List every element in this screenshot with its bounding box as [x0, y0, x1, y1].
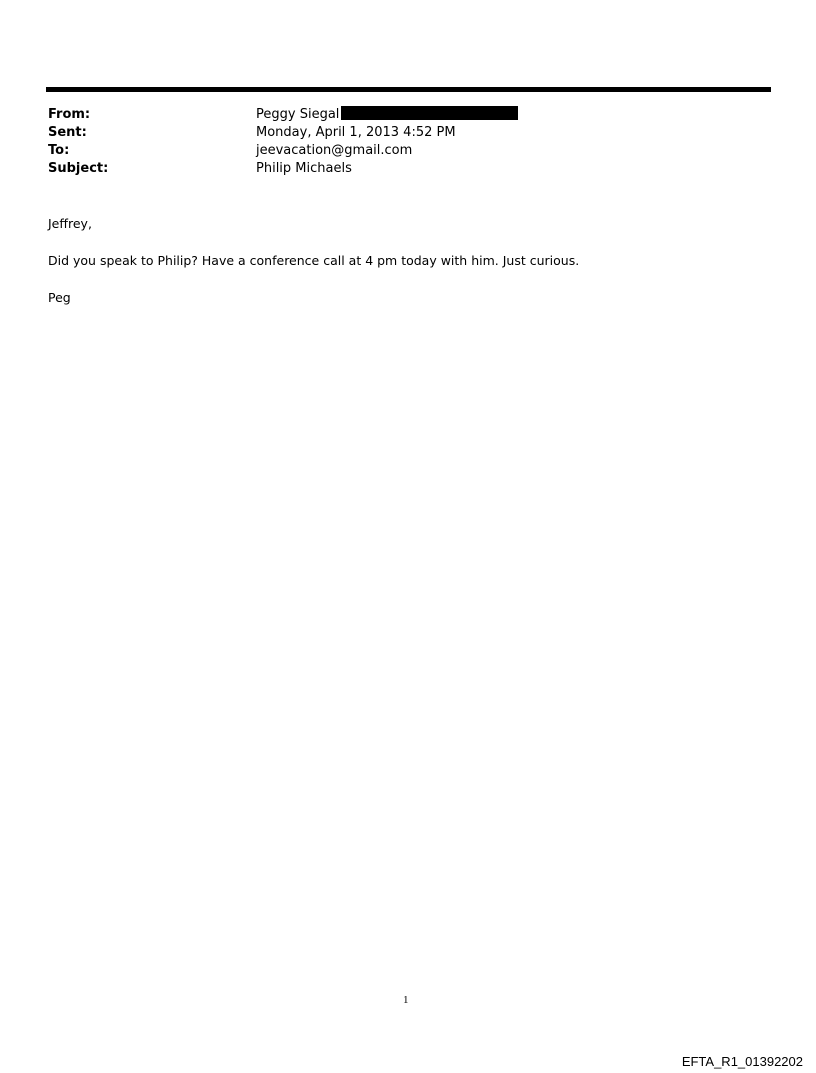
to-label: To:	[48, 143, 70, 158]
sent-value: Monday, April 1, 2013 4:52 PM	[256, 125, 456, 140]
email-paragraph: Did you speak to Philip? Have a conference call at 4 pm today with him. Just curious.	[48, 253, 580, 268]
sent-row	[48, 124, 748, 142]
from-row	[48, 106, 748, 124]
subject-label: Subject:	[48, 161, 109, 176]
header-divider	[46, 87, 771, 92]
bates-number: EFTA_R1_01392202	[681, 1054, 803, 1069]
subject-value: Philip Michaels	[256, 161, 352, 176]
from-label: From:	[48, 107, 91, 122]
to-value: jeevacation@gmail.com	[256, 143, 413, 158]
subject-row	[48, 160, 748, 178]
from-value	[256, 106, 518, 124]
redaction-box	[341, 106, 518, 120]
email-signoff: Peg	[48, 290, 71, 305]
sent-label: Sent:	[48, 125, 87, 140]
email-salutation: Jeffrey,	[48, 216, 92, 231]
sender-name: Peggy Siegal	[256, 107, 340, 122]
page-number: 1	[403, 994, 409, 1006]
to-row	[48, 142, 748, 160]
email-header	[48, 106, 748, 178]
